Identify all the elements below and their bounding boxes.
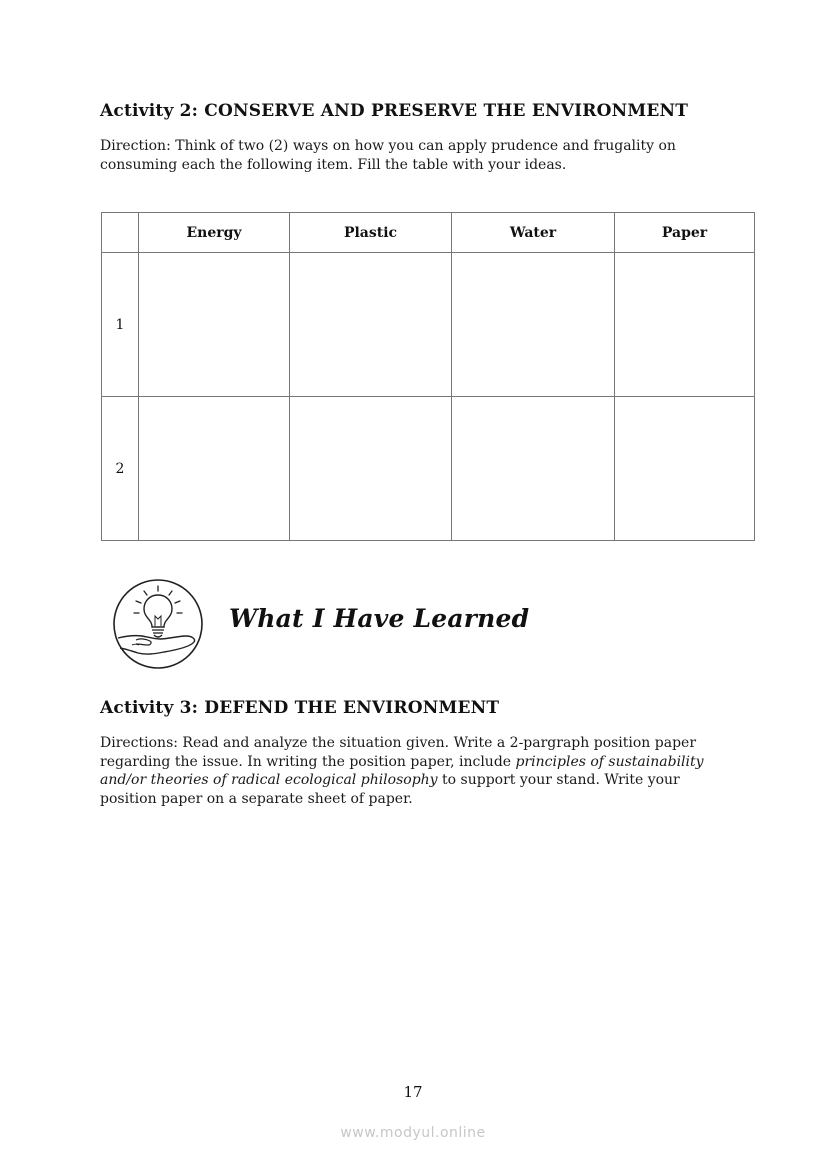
section-title: What I Have Learned xyxy=(229,604,530,633)
table-row xyxy=(102,253,755,397)
watermark: www.modyul.online xyxy=(340,1125,486,1141)
row-number: 1 xyxy=(102,253,139,397)
activity-2-direction: Direction: Think of two (2) ways on how you can apply prudence and frugality on consuming each the following item. Fill the table with your ideas. xyxy=(100,138,676,173)
answer-cell-paper-2[interactable] xyxy=(615,397,755,541)
activity-2-title: Activity 2: CONSERVE AND PRESERVE THE ENVIRONMENT xyxy=(100,101,689,121)
column-header-plastic: Plastic xyxy=(290,213,452,253)
column-header-energy: Energy xyxy=(139,213,290,253)
row-number: 2 xyxy=(102,397,139,541)
activity-3-title: Activity 3: DEFEND THE ENVIRONMENT xyxy=(100,698,500,718)
ideas-table xyxy=(101,212,755,541)
answer-cell-water-1[interactable] xyxy=(452,253,615,397)
table-corner-cell xyxy=(102,213,139,253)
page-number: 17 xyxy=(403,1083,423,1101)
activity-3-direction-emphasis: principles of sustainability and/or theories of radical ecological philosophy xyxy=(100,753,704,788)
column-header-water: Water xyxy=(452,213,615,253)
lightbulb-in-hand-icon xyxy=(112,578,204,670)
table-row xyxy=(102,397,755,541)
answer-cell-water-2[interactable] xyxy=(452,397,615,541)
answer-cell-plastic-2[interactable] xyxy=(290,397,452,541)
answer-cell-energy-1[interactable] xyxy=(139,253,290,397)
answer-cell-paper-1[interactable] xyxy=(615,253,755,397)
activity-3-direction xyxy=(100,734,740,808)
table-header-row xyxy=(102,213,755,253)
activity-3-direction-text-2: to support your stand. Write your position paper on a separate sheet of paper. xyxy=(100,772,680,807)
answer-cell-plastic-1[interactable] xyxy=(290,253,452,397)
activity-3-direction-text-1: Directions: Read and analyze the situation given. Write a 2-pargraph position paper regarding the issue. In writing the position paper, include xyxy=(100,735,697,770)
column-header-paper: Paper xyxy=(615,213,755,253)
answer-cell-energy-2[interactable] xyxy=(139,397,290,541)
